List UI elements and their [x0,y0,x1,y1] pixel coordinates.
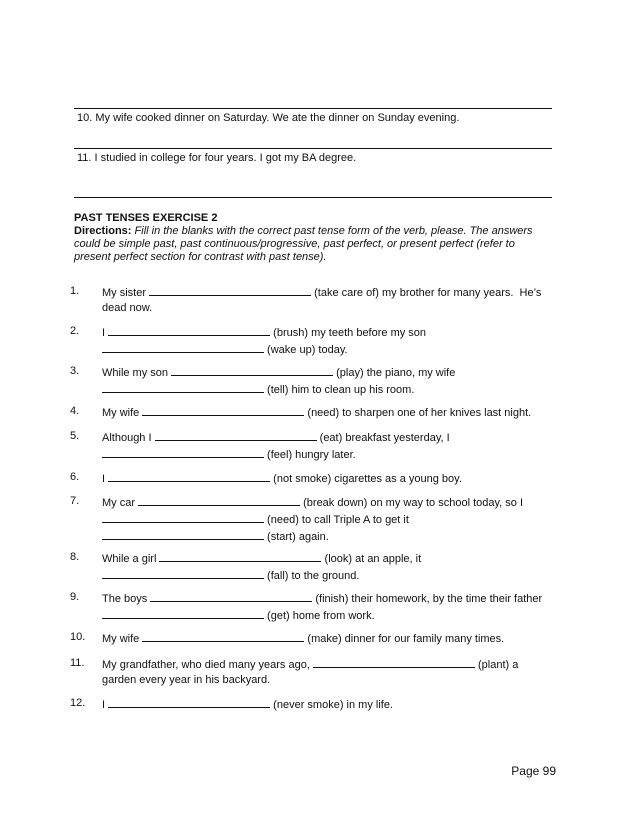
item-number: 2. [70,325,80,337]
item-segment: (brush) my teeth before my son [270,327,427,339]
answer-blank[interactable] [102,567,264,579]
item-line [102,696,554,713]
exercise-title: PAST TENSES EXERCISE 2 [74,212,218,224]
directions-text: Fill in the blanks with the correct past tense form of the verb, please. The answers could be simple past, past continuous/progressive, past perfect, or present perfect (refer to present perfect section for contrast with past tense). [74,225,533,263]
item-text [102,656,554,688]
item-line [102,364,554,381]
answer-blank[interactable] [313,656,475,668]
answer-line [74,197,552,198]
item-segment: My sister [102,287,150,299]
item-line [102,550,554,567]
item-line [102,511,554,528]
item-segment: (need) to sharpen one of her knives last night. [304,407,532,419]
item-line [102,341,554,358]
item-segment: (make) dinner for our family many times. [304,633,505,645]
item-number: 10. [70,631,86,643]
answer-line [74,108,552,109]
item-number: 11. [70,657,85,669]
item-segment: (plant) a [474,659,519,671]
item-line [102,630,554,647]
item-number: 7. [70,495,80,507]
item-number: 5. [70,430,80,442]
item-line [102,567,554,584]
item-number: 1. [70,285,80,297]
item-segment: Although I [102,432,155,444]
item-line [102,590,554,607]
item-segment: While a girl [102,553,160,565]
directions-label: Directions: [74,225,132,237]
item-line [102,528,554,545]
answer-blank[interactable] [108,324,270,336]
answer-line [74,148,552,149]
item-segment: I [102,473,109,485]
answer-blank[interactable] [150,590,312,602]
item-text [102,550,554,584]
item-segment: (feel) hungry later. [264,449,356,461]
item-number: 8. [70,551,80,563]
answer-blank[interactable] [142,404,304,416]
answer-blank[interactable] [102,607,264,619]
item-text [102,429,554,463]
answer-blank[interactable] [102,511,264,523]
item-text [102,494,554,545]
answer-blank[interactable] [171,364,333,376]
answer-blank[interactable] [142,630,304,642]
item-line [102,656,554,673]
previous-item-11: 11. I studied in college for four years. I got my BA degree. [77,152,357,164]
item-segment: My wife [102,407,143,419]
item-line [102,607,554,624]
item-line [102,381,554,398]
item-segment: My car [102,497,139,509]
item-line [102,673,554,688]
item-segment: (take care of) my brother for many years. He’s [311,287,542,299]
item-segment: (fall) to the ground. [264,570,360,582]
item-line [102,284,554,301]
item-segment: (look) at an apple, it [321,553,422,565]
item-segment: garden every year in his backyard. [102,674,271,686]
item-text [102,404,554,421]
answer-blank[interactable] [155,429,317,441]
item-segment: (tell) him to clean up his room. [264,384,415,396]
item-line [102,301,554,316]
item-segment: (not smoke) cigarettes as a young boy. [270,473,462,485]
item-text [102,324,554,358]
item-number: 6. [70,471,80,483]
item-number: 3. [70,365,80,377]
item-text [102,284,554,316]
answer-blank[interactable] [102,528,264,540]
item-line [102,429,554,446]
item-number: 12. [70,697,86,709]
item-segment: (finish) their homework, by the time their father [312,593,543,605]
item-segment: (play) the piano, my wife [333,367,456,379]
item-segment: (never smoke) in my life. [270,699,393,711]
item-segment: While my son [102,367,172,379]
item-line [102,470,554,487]
item-text [102,470,554,487]
item-text [102,630,554,647]
item-segment: (need) to call Triple A to get it [264,514,409,526]
item-line [102,404,554,421]
item-segment: The boys [102,593,151,605]
item-segment: I [102,327,109,339]
page-number: Page 99 [511,764,556,778]
item-segment: My wife [102,633,143,645]
item-segment: (eat) breakfast yesterday, I [316,432,450,444]
answer-blank[interactable] [149,284,311,296]
item-text [102,696,554,713]
item-text [102,590,554,624]
item-segment: I [102,699,109,711]
item-segment: (start) again. [264,531,329,543]
answer-blank[interactable] [138,494,300,506]
answer-blank[interactable] [108,696,270,708]
item-segment: (get) home from work. [264,610,375,622]
item-segment: (wake up) today. [264,344,348,356]
item-segment: (break down) on my way to school today, so I [300,497,524,509]
answer-blank[interactable] [102,341,264,353]
item-line [102,494,554,511]
item-segment: dead now. [102,302,153,314]
answer-blank[interactable] [102,381,264,393]
item-text [102,364,554,398]
item-segment: My grandfather, who died many years ago, [102,659,313,671]
item-line [102,446,554,463]
item-number: 4. [70,405,80,417]
item-number: 9. [70,591,80,603]
answer-blank[interactable] [159,550,321,562]
item-line [102,324,554,341]
previous-item-10: 10. My wife cooked dinner on Saturday. We ate the dinner on Sunday evening. [77,112,460,124]
answer-blank[interactable] [108,470,270,482]
directions [74,225,554,264]
answer-blank[interactable] [102,446,264,458]
